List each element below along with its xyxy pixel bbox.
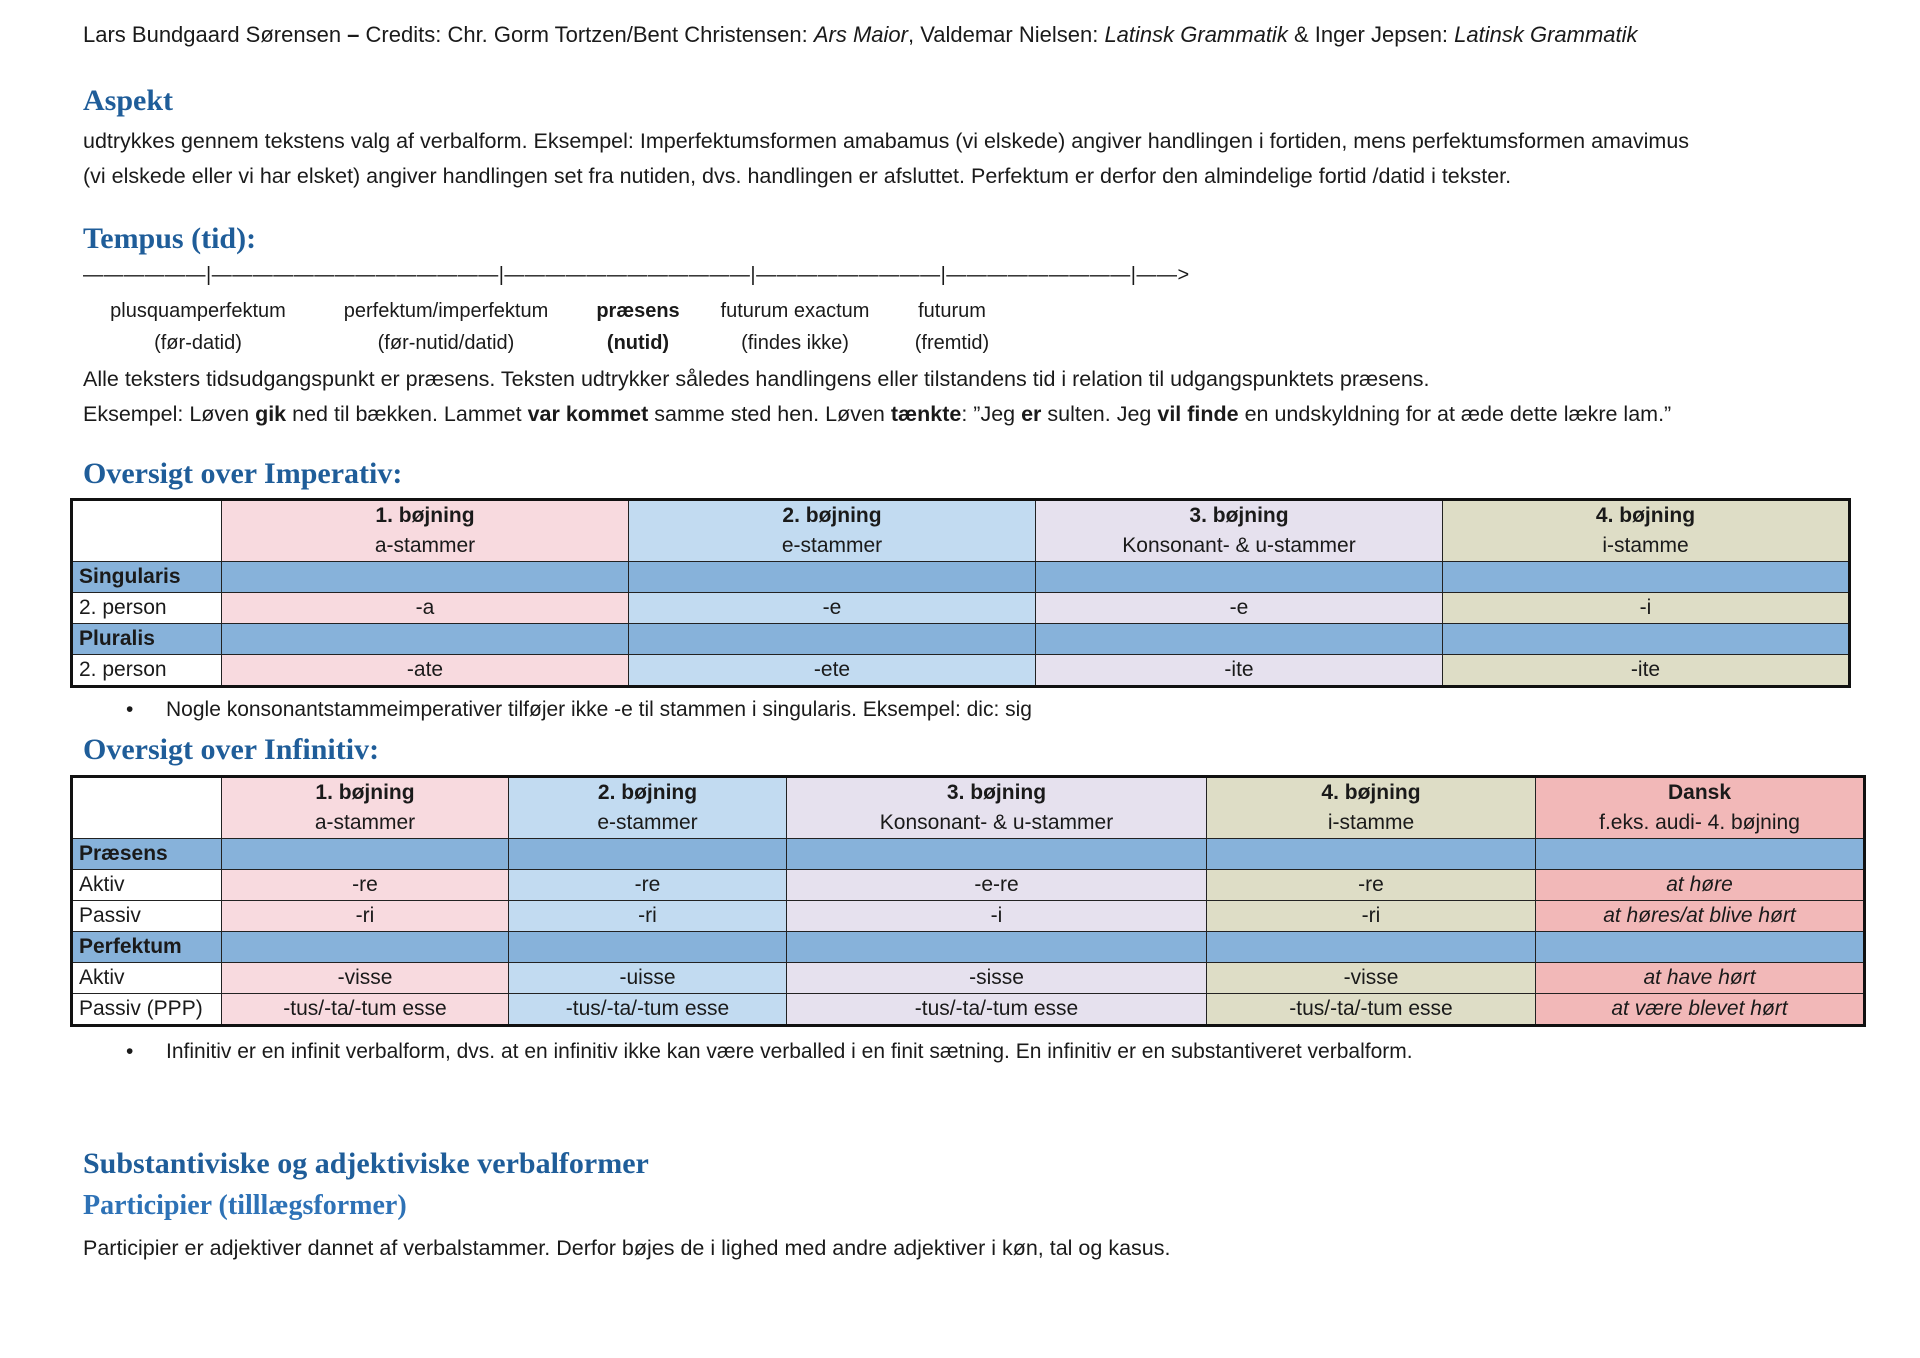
header-cell [509, 777, 787, 839]
note-text: Infinitiv er en infinit verbalform, dvs. at en infinitiv ikke kan være verballed i en finit sætning. En infinitiv er en substantiveret verbalform. [166, 1040, 1413, 1063]
timeline-item-sub: (før-datid) [154, 332, 242, 354]
credits-title-ars-maior: Ars Maior [813, 22, 908, 47]
section-cell [629, 624, 1036, 655]
section-cell [1036, 562, 1443, 593]
example-text: sulten. Jeg [1041, 402, 1158, 426]
header-sub: Konsonant- & u-stammer [879, 811, 1114, 834]
section-cell [509, 839, 787, 870]
table-cell-dansk: at høres/at blive hørt [1536, 901, 1865, 932]
header-cell [1207, 777, 1536, 839]
timeline-item-futurum-exactum [721, 295, 870, 359]
example-bold: gik [255, 402, 287, 426]
table-row [72, 593, 1850, 624]
header-title: Dansk [1667, 781, 1732, 804]
timeline-item-sub: (findes ikke) [741, 332, 849, 354]
table-cell: -ete [629, 655, 1036, 687]
table-header-row [72, 500, 1850, 562]
table-header-row [72, 777, 1865, 839]
section-cell [509, 932, 787, 963]
section-cell [222, 932, 509, 963]
table-cell: -e [629, 593, 1036, 624]
table-row [72, 901, 1865, 932]
table-cell: -visse [1207, 963, 1536, 994]
header-cell [629, 500, 1036, 562]
table-cell-dansk: at høre [1536, 870, 1865, 901]
header-title: 1. bøjning [315, 781, 415, 804]
table-cell: -tus/-ta/-tum esse [222, 994, 509, 1026]
tempus-example [83, 397, 1671, 432]
aspekt-line-2: (vi elskede eller vi har elsket) angiver handlingen set fra nutiden, dvs. handlingen er afsluttet. Perfektum er derfor den almindelige fortid /datid i tekster. [83, 164, 1512, 188]
section-cell [1036, 624, 1443, 655]
header-title: 2. bøjning [597, 781, 698, 804]
table-row [72, 655, 1850, 687]
header-cell [222, 777, 509, 839]
bullet-icon: • [126, 1040, 134, 1063]
section-cell [1536, 932, 1865, 963]
example-bold: tænkte [890, 402, 962, 426]
header-sub: e-stammer [781, 534, 883, 557]
table-cell: -uisse [509, 963, 787, 994]
aspekt-heading: Aspekt [83, 84, 174, 117]
tempus-line-1: Alle teksters tidsudgangspunkt er præsens. Teksten udtrykker således handlingens eller tilstandens tid i relation til udgangspunktets præsens. [83, 367, 1430, 391]
table-cell: -sisse [787, 963, 1207, 994]
timeline-item-praesens [596, 295, 679, 359]
header-cell-dansk [1536, 777, 1865, 839]
participier-text: Participier er adjektiver dannet af verbalstammer. Derfor bøjes de i lighed med andre adjektiver i køn, tal og kasus. [83, 1236, 1171, 1260]
header-sub: i-stamme [1327, 811, 1415, 834]
section-label: Singularis [72, 562, 222, 593]
section-cell [222, 624, 629, 655]
header-title: 3. bøjning [1189, 504, 1289, 527]
infinitiv-heading: Oversigt over Infinitiv: [83, 733, 380, 766]
header-cell [222, 500, 629, 562]
infinitiv-table [70, 775, 1866, 1027]
table-cell-dansk: at være blevet hørt [1536, 994, 1865, 1026]
header-sub: e-stammer [597, 811, 698, 834]
example-text: Eksempel: Løven [83, 402, 256, 426]
example-text: en undskyldning for at æde dette lækre lam.” [1238, 402, 1672, 426]
table-cell: -e-re [787, 870, 1207, 901]
table-cell: -tus/-ta/-tum esse [787, 994, 1207, 1026]
timeline-item-futurum [915, 295, 989, 359]
timeline-item-name: plusquamperfektum [110, 300, 286, 322]
imperativ-heading: Oversigt over Imperativ: [83, 457, 403, 490]
table-cell-dansk: at have hørt [1536, 963, 1865, 994]
infinitiv-note [126, 1040, 1413, 1064]
header-cell [787, 777, 1207, 839]
table-cell: -e [1036, 593, 1443, 624]
table-row [72, 994, 1865, 1026]
example-bold: er [1021, 402, 1042, 426]
section-row-praesens [72, 839, 1865, 870]
header-cell [1036, 500, 1443, 562]
header-title: 4. bøjning [1321, 781, 1421, 804]
table-cell: -ri [509, 901, 787, 932]
header-title: 3. bøjning [946, 781, 1047, 804]
header-cell [1443, 500, 1850, 562]
header-title: 4. bøjning [1595, 504, 1696, 527]
section-cell [1207, 932, 1536, 963]
section-cell [222, 839, 509, 870]
header-sub: a-stammer [374, 534, 476, 557]
table-cell: -ite [1443, 655, 1850, 687]
row-label: Passiv (PPP) [72, 994, 222, 1026]
table-cell: -tus/-ta/-tum esse [509, 994, 787, 1026]
section-cell [222, 562, 629, 593]
timeline-item-name: futurum exactum [720, 300, 870, 322]
credits-part3: & Inger Jepsen: [1287, 22, 1455, 47]
section-label: Præsens [72, 839, 222, 870]
section-cell [629, 562, 1036, 593]
note-text: Nogle konsonantstammeimperativer tilføjer ikke -e til stammen i singularis. Eksempel: dic: sig [166, 698, 1032, 721]
section-cell [1443, 562, 1850, 593]
section-cell [1207, 839, 1536, 870]
header-sub: i-stamme [1602, 534, 1689, 557]
row-label: 2. person [72, 655, 222, 687]
tempus-heading: Tempus (tid): [83, 222, 257, 255]
credits-title-grammatik-2: Latinsk Grammatik [1454, 22, 1638, 47]
table-cell: -i [1443, 593, 1850, 624]
tempus-timeline: ——————|——————————————|————————————|—————————|—————————|——> [83, 264, 1190, 286]
example-text: ned til bækken. Lammet [286, 402, 528, 426]
author-name: Lars Bundgaard Sørensen [83, 22, 342, 47]
table-corner-cell [72, 500, 222, 562]
section-cell [1443, 624, 1850, 655]
timeline-item-sub: (nutid) [606, 332, 670, 354]
timeline-item-sub: (før-nutid/datid) [377, 332, 515, 354]
table-cell: -re [509, 870, 787, 901]
bullet-icon: • [126, 698, 134, 721]
table-cell: -re [1207, 870, 1536, 901]
table-cell: -a [222, 593, 629, 624]
example-text: : ”Jeg [961, 402, 1022, 426]
credits-part2: , Valdemar Nielsen: [907, 22, 1105, 47]
imperativ-note [126, 698, 1032, 722]
table-row [72, 870, 1865, 901]
table-cell: -visse [222, 963, 509, 994]
section-row-pluralis [72, 624, 1850, 655]
credits-part1: Chr. Gorm Tortzen/Bent Christensen: [441, 22, 814, 47]
table-cell: -ri [222, 901, 509, 932]
verbalformer-heading: Substantiviske og adjektiviske verbalformer [83, 1147, 649, 1180]
section-row-singularis [72, 562, 1850, 593]
credits-title-grammatik-1: Latinsk Grammatik [1104, 22, 1288, 47]
imperativ-table [70, 498, 1851, 688]
table-cell: -i [787, 901, 1207, 932]
header-sub: a-stammer [314, 811, 416, 834]
table-row [72, 963, 1865, 994]
section-label: Pluralis [72, 624, 222, 655]
row-label: Aktiv [72, 963, 222, 994]
credits-line [83, 22, 1638, 48]
section-label: Perfektum [72, 932, 222, 963]
example-bold: vil finde [1157, 402, 1239, 426]
table-corner-cell [72, 777, 222, 839]
row-label: 2. person [72, 593, 222, 624]
participier-subheading: Participier (tilllægsformer) [83, 1190, 407, 1221]
example-bold: var kommet [527, 402, 649, 426]
timeline-item-name: præsens [596, 300, 680, 322]
table-cell: -ate [222, 655, 629, 687]
table-cell: -tus/-ta/-tum esse [1207, 994, 1536, 1026]
section-cell [787, 839, 1207, 870]
example-text: samme sted hen. Løven [648, 402, 891, 426]
header-sub: f.eks. audi- 4. bøjning [1599, 811, 1800, 834]
timeline-item-name: futurum [918, 300, 986, 322]
timeline-item-sub: (fremtid) [914, 332, 990, 354]
timeline-item-name: perfektum/imperfektum [343, 300, 549, 322]
table-cell: -ri [1207, 901, 1536, 932]
section-row-perfektum [72, 932, 1865, 963]
table-cell: -ite [1036, 655, 1443, 687]
header-sub: Konsonant- & u-stammer [1122, 534, 1356, 557]
section-cell [1536, 839, 1865, 870]
header-title: 2. bøjning [782, 504, 882, 527]
section-cell [787, 932, 1207, 963]
credits-label: Credits: [365, 22, 442, 47]
row-label: Passiv [72, 901, 222, 932]
header-title: 1. bøjning [375, 504, 475, 527]
table-cell: -re [222, 870, 509, 901]
aspekt-line-1: udtrykkes gennem tekstens valg af verbalform. Eksempel: Imperfektumsformen amabamus (vi elskede) angiver handlingen i fortiden, mens perfektumsformen amavimus [83, 129, 1690, 153]
timeline-item-perfektum [344, 295, 549, 359]
credits-dash: – [341, 22, 366, 47]
timeline-item-plusquamperfektum [110, 295, 286, 359]
row-label: Aktiv [72, 870, 222, 901]
